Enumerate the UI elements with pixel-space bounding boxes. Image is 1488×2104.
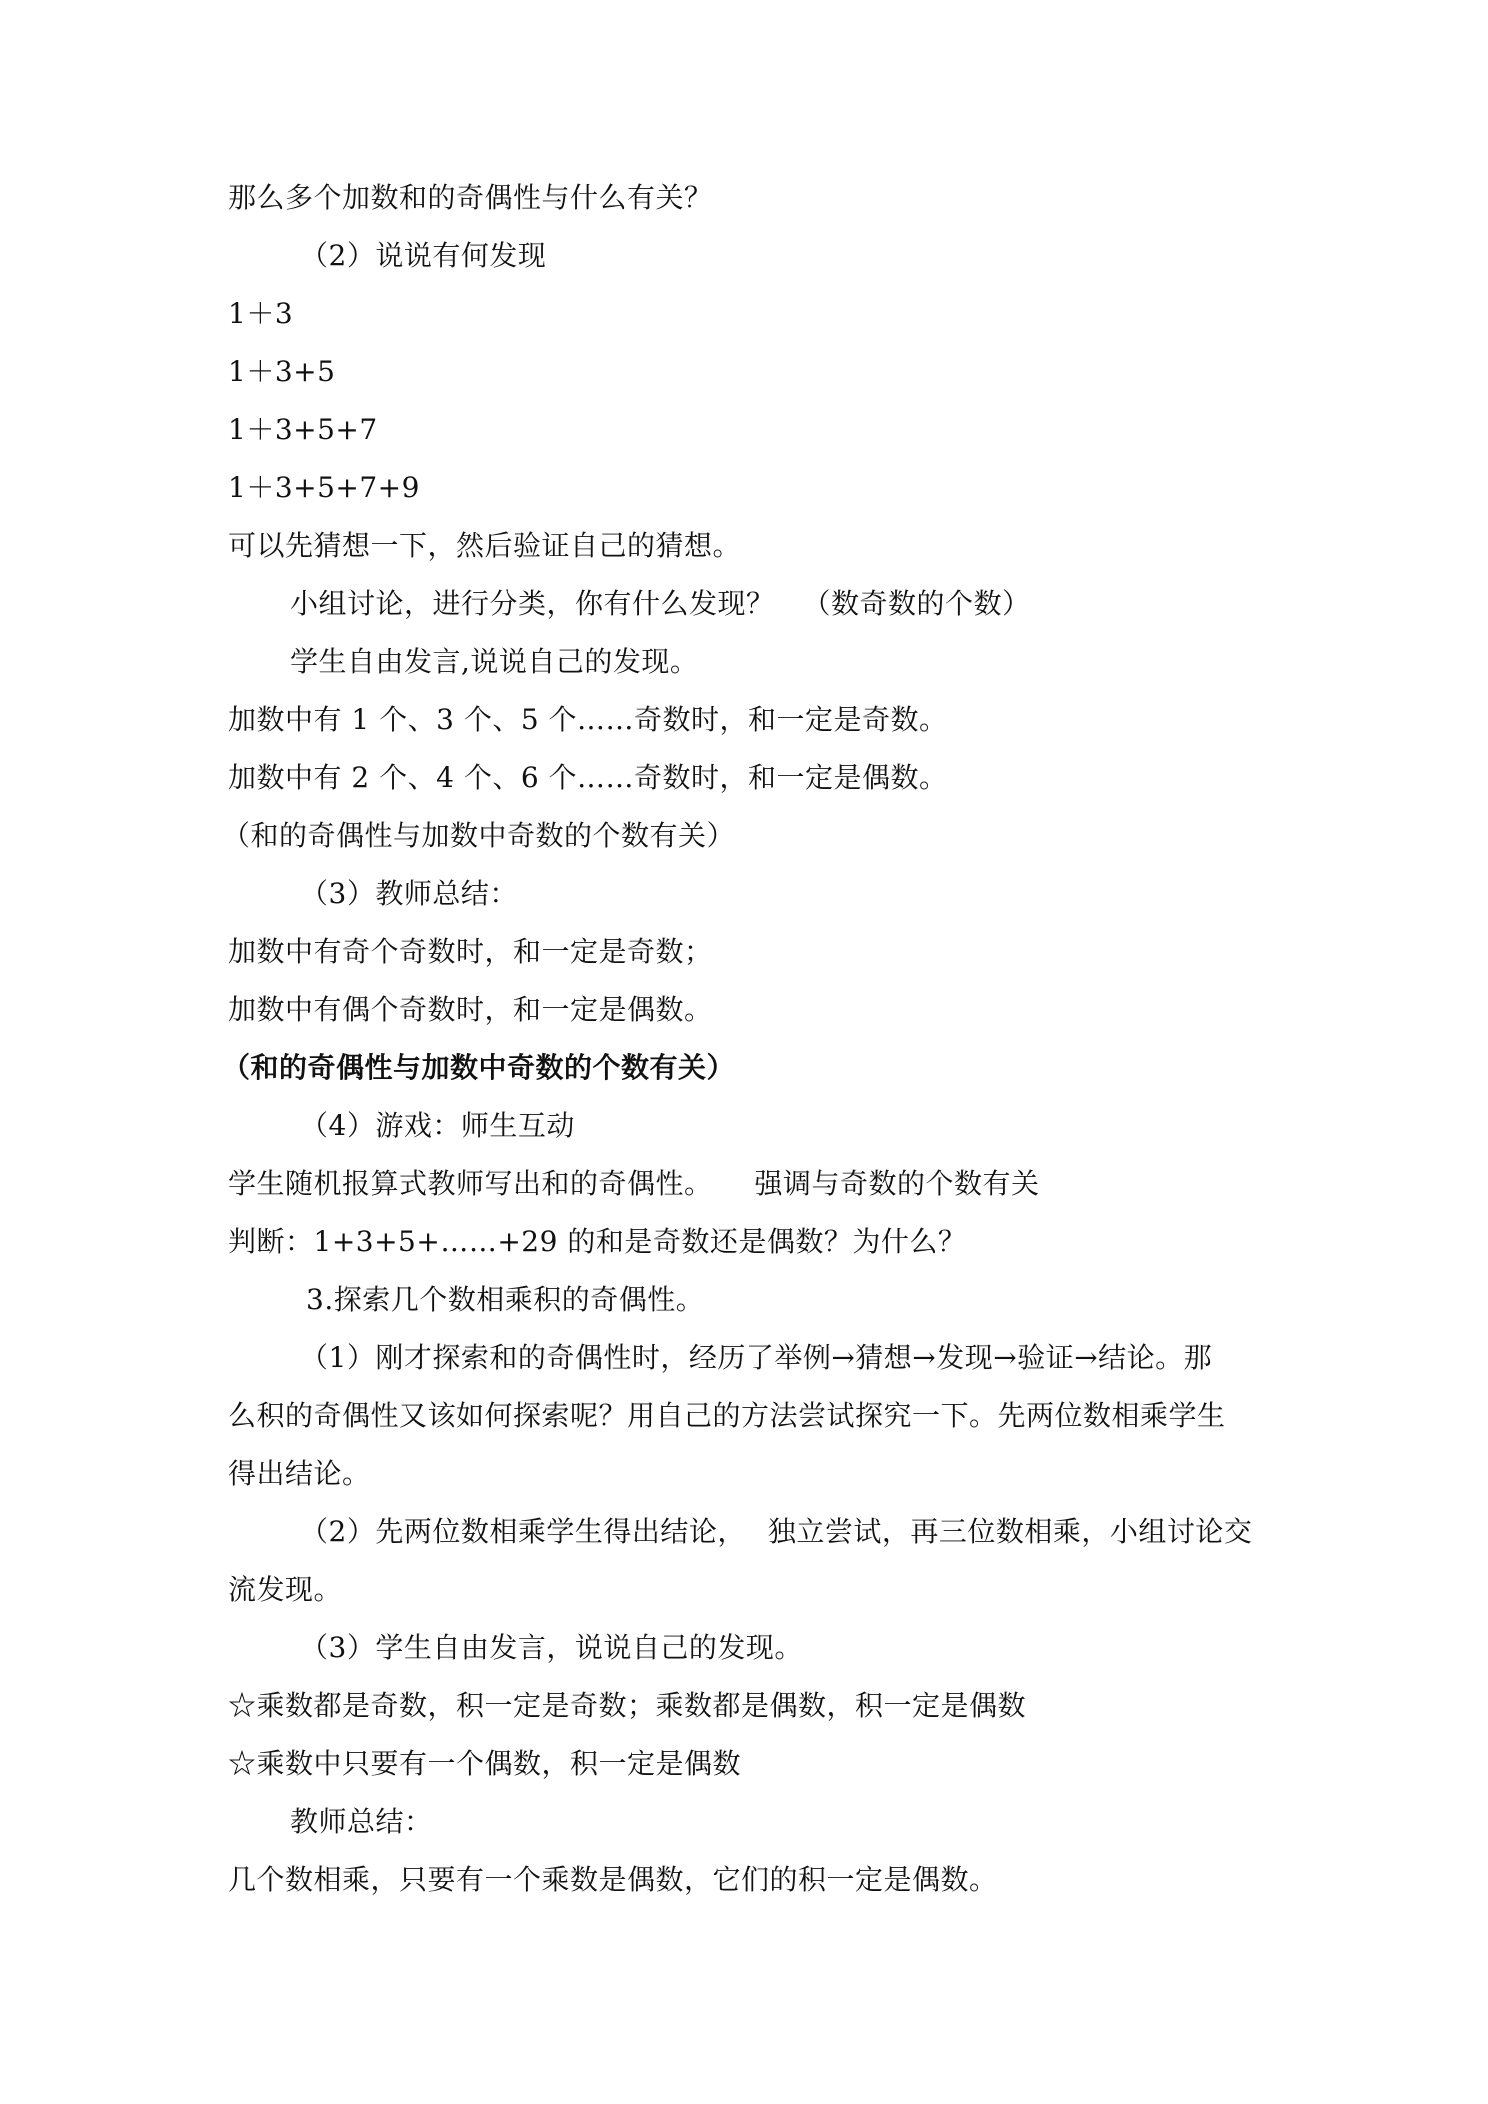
text-line: 几个数相乘，只要有一个乘数是偶数，它们的积一定是偶数。 — [228, 1863, 998, 1896]
text-line — [300, 1514, 1252, 1550]
text-line: ☆乘数都是奇数，积一定是奇数；乘数都是偶数，积一定是偶数 — [228, 1689, 1027, 1722]
text-line: 判断：1+3+5+……+29 的和是奇数还是偶数？为什么？ — [228, 1225, 967, 1258]
text-line — [228, 1166, 1040, 1202]
text-line: 加数中有 2 个、4 个、6 个……奇数时，和一定是偶数。 — [228, 761, 948, 794]
text-line: 1＋3+5+7+9 — [228, 471, 420, 504]
bold-text-line: （和的奇偶性与加数中奇数的个数有关） — [222, 1051, 736, 1084]
text-line: 加数中有 1 个、3 个、5 个……奇数时，和一定是奇数。 — [228, 703, 948, 736]
text-line: （1）刚才探索和的奇偶性时，经历了举例→猜想→发现→验证→结论。那 — [300, 1341, 1213, 1374]
text-line: 加数中有奇个奇数时，和一定是奇数； — [228, 935, 713, 968]
text-line: 教师总结： — [290, 1805, 433, 1838]
text-segment: 小组讨论，进行分类，你有什么发现？ — [290, 587, 775, 620]
text-segment: 强调与奇数的个数有关 — [754, 1167, 1040, 1200]
text-line: （和的奇偶性与加数中奇数的个数有关） — [222, 819, 736, 852]
text-segment: （数奇数的个数） — [802, 587, 1031, 620]
text-line: 流发现。 — [228, 1573, 343, 1606]
text-line: 1＋3+5+7 — [228, 413, 378, 446]
text-line: 1＋3+5 — [228, 355, 336, 388]
text-line: 加数中有偶个奇数时，和一定是偶数。 — [228, 993, 713, 1026]
text-line: 学生自由发言,说说自己的发现。 — [290, 645, 699, 678]
text-segment: 独立尝试，再三位数相乘，小组讨论交 — [767, 1515, 1253, 1548]
text-line: 得出结论。 — [228, 1457, 371, 1490]
text-line: （4）游戏：师生互动 — [300, 1109, 575, 1142]
text-line: 3.探索几个数相乘积的奇偶性。 — [306, 1283, 705, 1316]
text-line: （3）教师总结： — [300, 877, 518, 910]
text-line: 可以先猜想一下，然后验证自己的猜想。 — [228, 529, 742, 562]
text-line: 么积的奇偶性又该如何探索呢？用自己的方法尝试探究一下。先两位数相乘学生 — [228, 1399, 1226, 1432]
text-line — [290, 586, 1031, 622]
text-line: （3）学生自由发言，说说自己的发现。 — [300, 1631, 803, 1664]
text-line: 那么多个加数和的奇偶性与什么有关？ — [228, 181, 713, 214]
text-line: ☆乘数中只要有一个偶数，积一定是偶数 — [228, 1747, 742, 1780]
text-segment: （2）先两位数相乘学生得出结论， — [300, 1515, 746, 1548]
text-segment: 学生随机报算式教师写出和的奇偶性。 — [228, 1167, 713, 1200]
text-line: 1＋3 — [228, 297, 294, 330]
text-line: （2）说说有何发现 — [300, 239, 547, 272]
